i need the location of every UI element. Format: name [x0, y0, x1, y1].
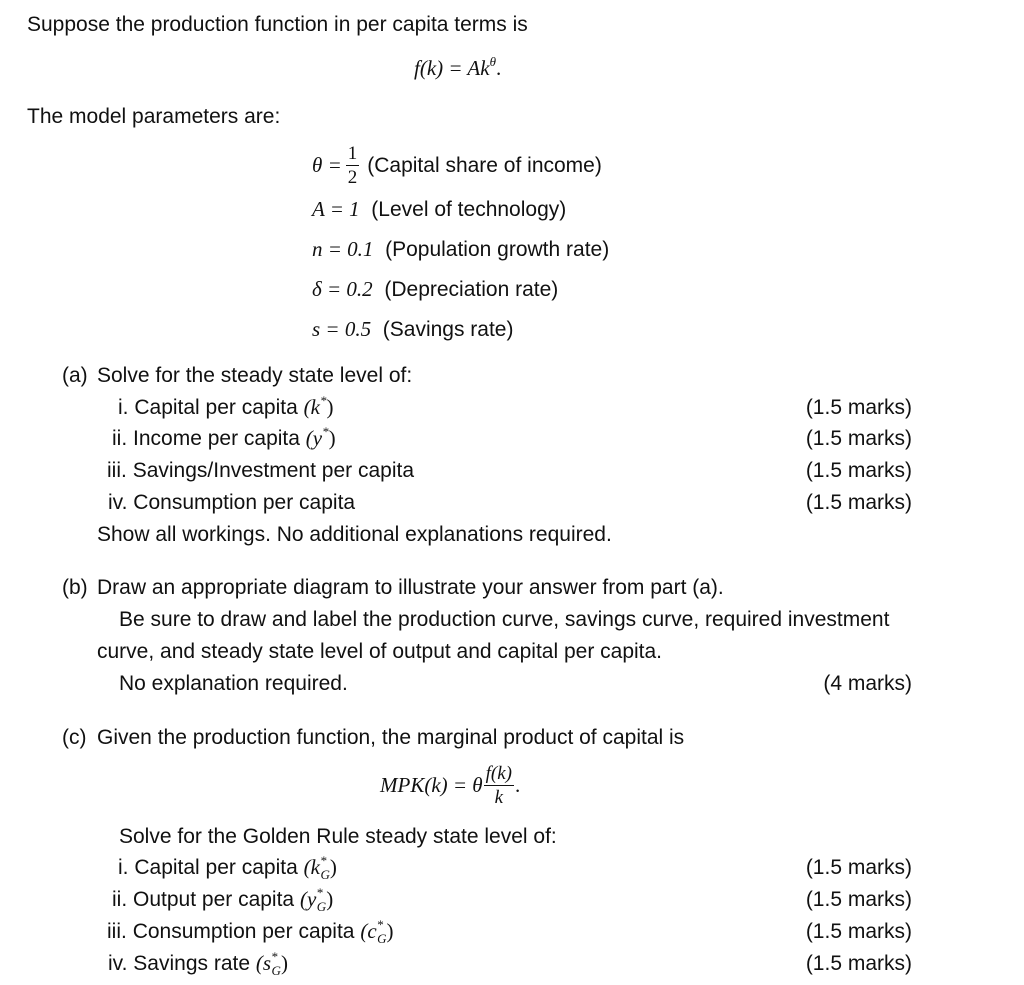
part-c-marks-3: (1.5 marks) [805, 920, 912, 943]
theta-desc: (Capital share of income) [367, 153, 602, 177]
item-close: ) [329, 855, 337, 879]
part-a-marks-2: (1.5 marks) [805, 427, 912, 450]
theta-symbol: θ = [312, 152, 342, 177]
part-a-item-2 [112, 424, 336, 450]
part-b-line-3: curve, and steady state level of output and capital per capita. [97, 640, 663, 663]
param-n-row [312, 239, 609, 260]
mpk-fraction [484, 764, 514, 807]
item-close: ) [328, 426, 336, 450]
mpk-numerator: f(k) [485, 762, 512, 784]
delta-eq: δ = 0.2 [312, 277, 373, 301]
part-c-item-2 [112, 885, 334, 914]
part-c-line-1: Given the production function, the marginal product of capital is [97, 726, 685, 749]
a-eq: A = 1 [312, 197, 360, 221]
item-sup: * [322, 424, 329, 439]
n-desc: (Population growth rate) [385, 238, 610, 261]
item-text: Consumption per capita [133, 491, 356, 514]
item-sub: G [316, 899, 327, 914]
production-function-formula [414, 54, 502, 80]
part-a-footer: Show all workings. No additional explanations required. [97, 523, 612, 546]
item-sub: G [271, 963, 281, 978]
part-a-marks-3: (1.5 marks) [805, 459, 912, 482]
item-number: ii. [112, 427, 128, 450]
item-text: Capital per capita [134, 856, 298, 879]
param-theta-row [312, 140, 602, 190]
part-b-line-2: Be sure to draw and label the production curve, savings curve, required investment [119, 608, 890, 631]
item-symbol: (s [255, 951, 272, 975]
item-number: iv. [108, 491, 128, 514]
part-b-line-1: Draw an appropriate diagram to illustrate your answer from part (a). [97, 576, 724, 599]
part-a-item-4 [108, 492, 355, 513]
item-sup: * [319, 393, 327, 408]
delta-desc: (Depreciation rate) [384, 278, 559, 301]
item-close: ) [280, 951, 288, 975]
part-a-item-1 [118, 393, 334, 419]
item-text: Savings rate [133, 952, 251, 975]
part-c-marks-1: (1.5 marks) [805, 856, 912, 879]
n-eq: n = 0.1 [312, 237, 374, 261]
param-s-row [312, 319, 513, 340]
item-sup: * [271, 949, 278, 964]
mpk-denominator: k [494, 786, 504, 808]
part-c-marks-2: (1.5 marks) [805, 888, 912, 911]
intro-text: Suppose the production function in per capita terms is [27, 13, 528, 36]
formula-exponent: θ [489, 54, 496, 69]
mpk-end: . [515, 772, 521, 797]
item-number: i. [118, 856, 129, 879]
item-number: iii. [107, 920, 127, 943]
item-text: Capital per capita [134, 396, 298, 419]
s-desc: (Savings rate) [382, 318, 514, 341]
item-number: iii. [107, 459, 127, 482]
part-b-label: (b) [62, 576, 88, 599]
item-close: ) [386, 919, 394, 943]
item-number: iv. [108, 952, 128, 975]
param-delta-row [312, 279, 558, 300]
params-heading: The model parameters are: [27, 105, 281, 128]
item-text: Savings/Investment per capita [132, 459, 415, 482]
part-c-marks-4: (1.5 marks) [805, 952, 912, 975]
part-a-marks-1: (1.5 marks) [805, 396, 912, 419]
item-sup: * [319, 853, 327, 868]
item-close: ) [326, 395, 334, 419]
item-symbol: (y [299, 887, 317, 911]
mpk-formula [380, 758, 520, 812]
part-c-item-3 [107, 917, 394, 946]
item-close: ) [326, 887, 334, 911]
theta-denominator: 2 [347, 166, 358, 188]
a-desc: (Level of technology) [371, 198, 567, 221]
part-a-label: (a) [62, 364, 88, 387]
item-symbol: (k [303, 395, 320, 419]
part-c-item-4 [108, 949, 288, 978]
part-b-marks: (4 marks) [823, 672, 912, 695]
item-sup: * [376, 917, 384, 932]
part-a-marks-4: (1.5 marks) [805, 491, 912, 514]
item-text: Income per capita [133, 427, 300, 450]
item-symbol: (k [303, 855, 320, 879]
part-b-line-4: No explanation required. [119, 672, 348, 695]
part-c-label: (c) [62, 726, 87, 749]
theta-fraction [346, 144, 360, 187]
item-text: Output per capita [133, 888, 295, 911]
part-c-item-1 [118, 853, 337, 882]
formula-lhs: f(k) = Ak [414, 56, 490, 80]
item-symbol: (y [305, 426, 323, 450]
param-a-row [312, 199, 566, 220]
part-a-item-3 [107, 460, 414, 481]
part-c-prompt: Solve for the Golden Rule steady state level of: [119, 825, 557, 848]
part-a-prompt: Solve for the steady state level of: [97, 364, 413, 387]
item-sup: * [316, 885, 323, 900]
item-number: i. [118, 396, 129, 419]
theta-numerator: 1 [347, 142, 358, 164]
item-sub: G [320, 867, 330, 882]
item-symbol: (c [360, 919, 377, 943]
s-eq: s = 0.5 [312, 317, 372, 341]
item-number: ii. [112, 888, 128, 911]
item-sub: G [377, 931, 387, 946]
formula-end: . [495, 56, 502, 80]
item-text: Consumption per capita [132, 920, 355, 943]
mpk-lhs: MPK(k) = θ [380, 772, 483, 797]
